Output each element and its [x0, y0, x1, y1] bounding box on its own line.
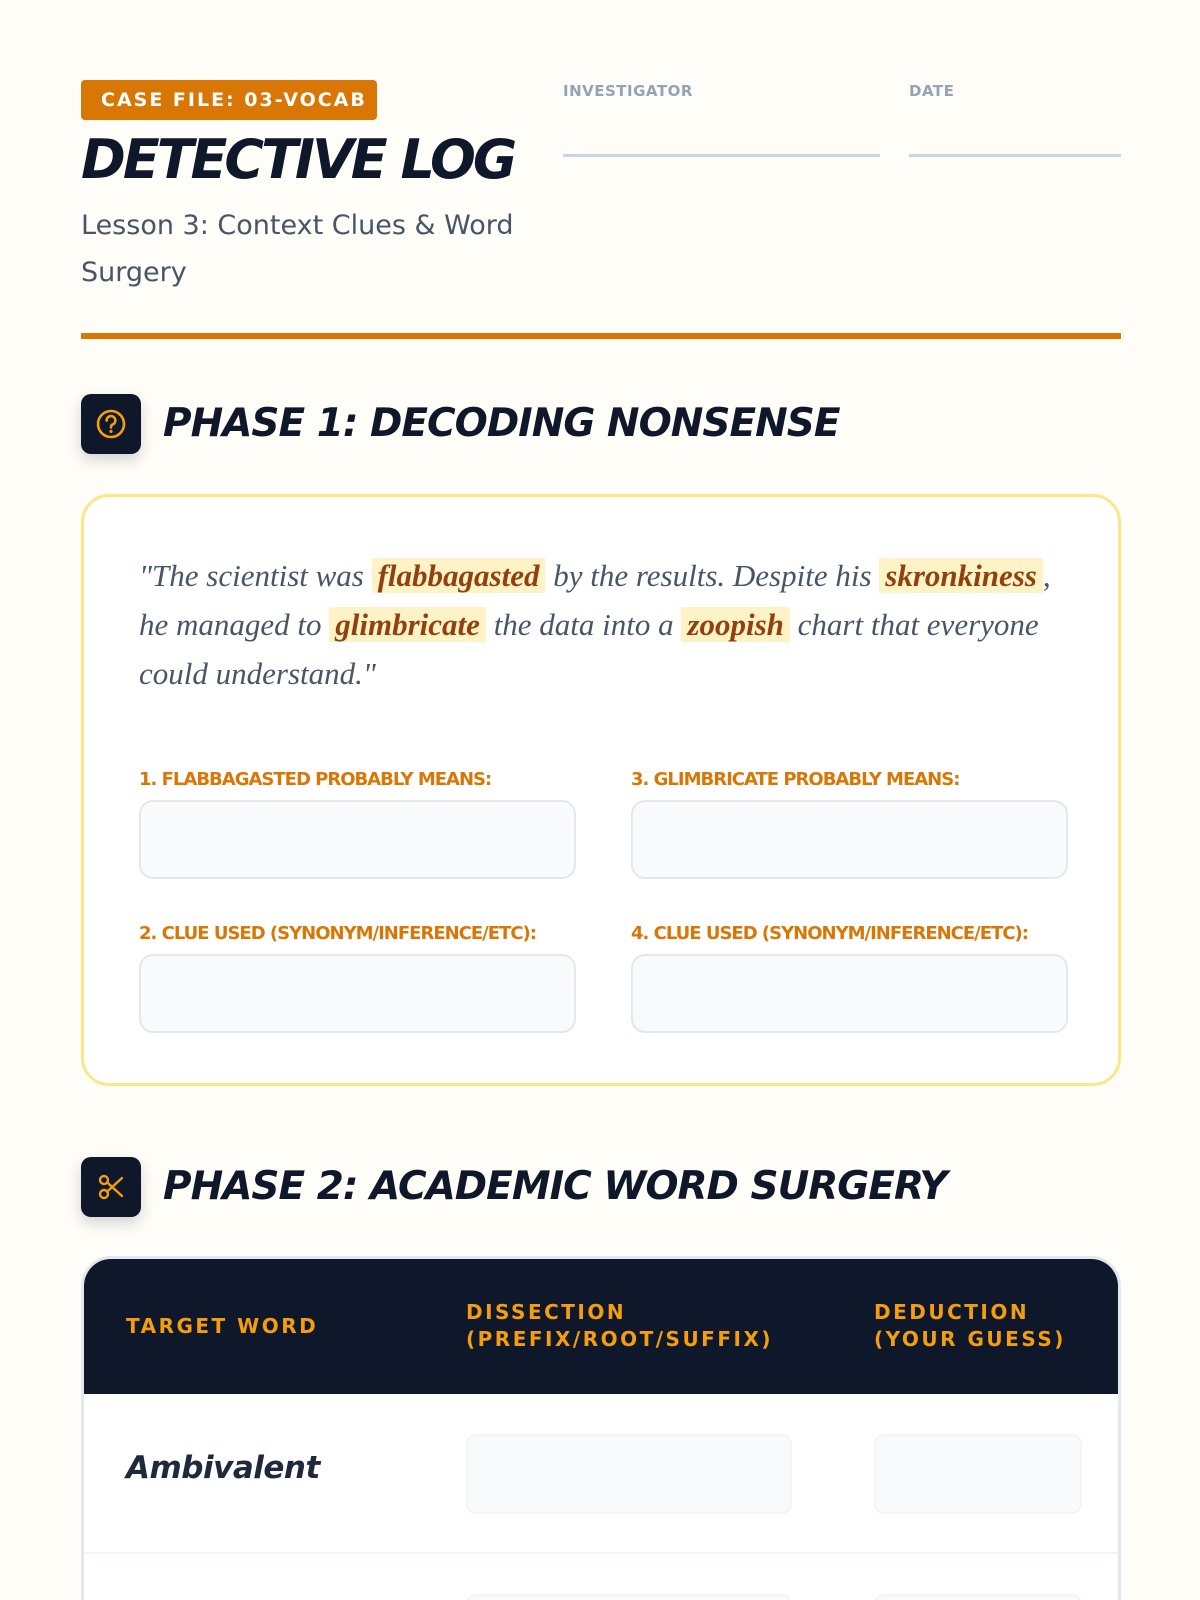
passage-text: by the results. Despite his — [545, 558, 880, 593]
dissection-input[interactable] — [466, 1434, 792, 1514]
header-divider — [81, 333, 1121, 339]
passage-text: the data into a — [485, 607, 682, 642]
nonsense-word: zoopish — [681, 607, 789, 642]
nonsense-passage — [139, 551, 1074, 698]
question-label: 3. GLIMBRICATE PROBABLY MEANS: — [631, 769, 960, 790]
nonsense-word: skronkiness — [879, 558, 1043, 593]
passage-text: chart that everyone could understand." — [139, 607, 1039, 691]
column-header-line: DEDUCTION — [874, 1300, 1030, 1324]
case-file-badge: CASE FILE: 03-VOCAB — [81, 80, 377, 120]
answer-box[interactable] — [631, 800, 1068, 879]
column-header-target-word — [126, 1313, 318, 1340]
phase2-title: PHASE 2: ACADEMIC WORD SURGERY — [163, 1164, 947, 1209]
column-header-line: (PREFIX/ROOT/SUFFIX) — [466, 1327, 774, 1351]
answer-box[interactable] — [139, 954, 576, 1033]
passage-text: , he managed to — [139, 558, 1051, 642]
phase2-heading — [81, 1157, 1121, 1217]
question-label: 2. CLUE USED (SYNONYM/INFERENCE/ETC): — [139, 923, 536, 944]
phase1-card — [81, 494, 1121, 1086]
dissection-input[interactable] — [466, 1594, 792, 1600]
nonsense-word: glimbricate — [329, 607, 486, 642]
investigator-field[interactable] — [563, 154, 880, 157]
nonsense-word: flabbagasted — [372, 558, 546, 593]
question-label: 4. CLUE USED (SYNONYM/INFERENCE/ETC): — [631, 923, 1028, 944]
table-row — [84, 1394, 1118, 1554]
passage-text: "The scientist was — [139, 558, 372, 593]
column-header-line: TARGET WORD — [126, 1314, 319, 1338]
scissors-icon — [81, 1157, 141, 1217]
date-field[interactable] — [909, 154, 1121, 157]
table-row — [84, 1554, 1118, 1600]
date-label: DATE — [909, 82, 955, 100]
deduction-input[interactable] — [874, 1434, 1082, 1514]
column-header-line: DISSECTION — [466, 1300, 627, 1324]
table-header — [84, 1259, 1118, 1394]
target-word: Ambivalent — [126, 1450, 320, 1486]
word-surgery-table — [81, 1256, 1121, 1600]
answer-box[interactable] — [631, 954, 1068, 1033]
question-circle-icon — [81, 394, 141, 454]
question-label: 1. FLABBAGASTED PROBABLY MEANS: — [139, 769, 492, 790]
answer-box[interactable] — [139, 800, 576, 879]
deduction-input[interactable] — [874, 1594, 1082, 1600]
page-subtitle: Lesson 3: Context Clues & Word Surgery — [81, 210, 514, 288]
investigator-label: INVESTIGATOR — [563, 82, 693, 100]
page-title: DETECTIVE LOG — [81, 128, 515, 191]
column-header-deduction — [874, 1299, 1066, 1353]
phase1-title: PHASE 1: DECODING NONSENSE — [163, 401, 840, 446]
column-header-line: (YOUR GUESS) — [874, 1327, 1066, 1351]
column-header-dissection — [466, 1299, 773, 1353]
phase1-heading — [81, 394, 1121, 454]
